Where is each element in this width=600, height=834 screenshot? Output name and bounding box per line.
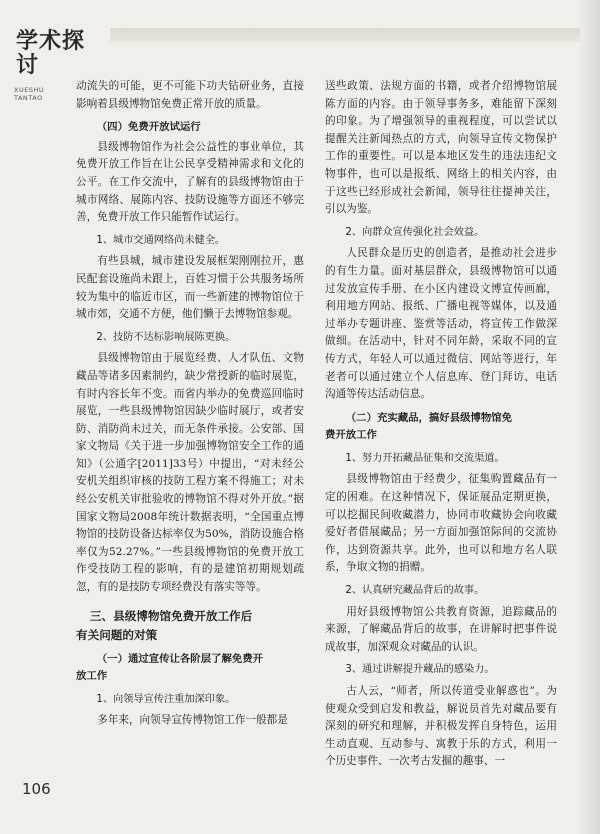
paragraph: 用好县级博物馆公共教育资源，追踪藏品的来源，了解藏品背后的故事，在讲解时把事件说成故事，加深观众对藏品的认识。 (325, 605, 557, 653)
item-heading: 1、城市交通网络尚未健全。 (96, 234, 226, 246)
paragraph: 县级博物馆由于经费少，征集购置藏品有一定的困难。在这种情况下，保证展品定期更换，可以挖掘民间收藏潜力，协同市收藏协会向收藏爱好者借展藏品；另一方面加强馆际间的交流协作，达到资源共享。此外，也可以和地方名人联系，争取文物的捐赠。 (325, 473, 557, 574)
item-heading: 2、技防不达标影响展陈更换。 (96, 331, 236, 343)
paragraph: 动流失的可能，更不可能下功夫钻研业务，直接影响着县级博物馆免费正常开放的质量。 (76, 80, 304, 110)
page-edge-shadow (578, 0, 600, 834)
item-heading: 2、向群众宣传强化社会效益。 (345, 226, 485, 238)
section-logo: 学术探讨 (16, 29, 86, 78)
page-number: 106 (22, 780, 51, 798)
right-column (325, 78, 557, 771)
paragraph: 古人云，“师者，所以传道受业解惑也”。为使观众受到启发和教益，解说员首先对藏品要有深刻的研究和理解，并积极发挥自身特色，运用生动直观、互动参与、寓教于乐的方式，利用一个历史事件、一次考古发掘的趣事、一 (325, 685, 557, 768)
paragraph: 多年来，向领导宣传博物馆工作一般都是 (97, 714, 288, 727)
section-logo-subtitle: XUESHU TANTAO (14, 86, 45, 102)
subsection-heading-line-2: 费开放工作 (325, 429, 377, 442)
subsection-heading: （四）免费开放试运行 (96, 121, 201, 134)
section-heading-line-1: 三、县级博物馆免费开放工作后 (89, 608, 253, 623)
section-heading (76, 607, 304, 645)
item-heading: 1、努力开拓藏品征集和交流渠道。 (345, 452, 505, 464)
paragraph: 人民群众是历史的创造者，是推动社会进步的有生力量。面对基层群众，县级博物馆可以通过发放宣传手册、在小区内建设文博宣传画廊，利用地方网站、报纸、广播电视等媒体，以及通过举办专题讲座、鉴赏等活动，将宣传工作做深做细。在活动中，针对不同年龄，采取不同的宣传方式，年轻人可以通过微信、网站等进行，年老者可以通过建立个人信息库、登门拜访、电话沟通等传达活动信息。 (325, 247, 557, 401)
paragraph: 县级博物馆由于展览经费、人才队伍、文物藏品等诸多因素制约，缺少常授新的临时展览，有时内容长年不变。而省内举办的免费巡回临时展览，一些县级博物馆因缺少临时展厅，或者安防、消防尚未过关，而无条件承接。公安部、国家文物局《关于进一步加强博物馆安全工作的通知》（公通字[2011]33号）中提出，“对未经公安机关组织审核的技防工程方案不得施工；对未经公安机关审批验收的博物馆不得对外开放。”据国家文物局2008年统计数据表明，“全国重点博物馆的技防设备达标率仅为50%，消防设施合格率仅为52.27%。”一些县级博物馆的免费开放工作受技防工程的影响，有的是建馆初期规划疏忽，有的是技防专项经费没有落实等等。 (76, 352, 304, 594)
subsection-heading (325, 410, 557, 445)
item-heading: 2、认真研究藏品背后的故事。 (345, 585, 485, 597)
subsection-heading (76, 651, 304, 686)
subsection-heading-line-1: （一）通过宣传让各阶层了解免费开 (96, 652, 264, 665)
subsection-heading-line-1: （二）充实藏品，搞好县级博物馆免 (345, 411, 513, 424)
header-bar (110, 28, 580, 42)
paragraph: 有些县城，城市建设发展框架刚刚拉开，惠民配套设施尚未跟上，百姓习惯于公共服务场所较为集中的临近市区，而一些新建的博物馆位于城市郊，交通不方便，他们懒于去博物馆参观。 (76, 255, 304, 321)
paragraph: 送些政策、法规方面的书籍，或者介绍博物馆展陈方面的内容。由于领导事务多，难能留下深刻的印象。为了增强领导的重视程度，可以尝试以提醒关注新闻热点的方式，向领导宣传文物保护工作的重要性。可以是本地区发生的违法违纪文物事件，也可以是报纸、网络上的相关内容，由于这些已经形成社会新闻，领导往往提神关注，引以为鉴。 (325, 80, 557, 216)
section-heading-line-2: 有关问题的对策 (76, 627, 158, 642)
item-heading: 1、向领导宣传注重加深印象。 (96, 693, 236, 705)
left-column (76, 78, 304, 730)
subsection-heading-line-2: 放工作 (76, 670, 108, 683)
paragraph: 县级博物馆作为社会公益性的事业单位，其免费开放工作旨在让公民享受精神需求和文化的公平。在工作交流中，了解有的县级博物馆由于城市网络、展陈内容、技防设施等方面还不够完善，免费开放工作只能暂作试运行。 (76, 140, 304, 224)
item-heading: 3、通过讲解提升藏品的感染力。 (345, 664, 495, 676)
